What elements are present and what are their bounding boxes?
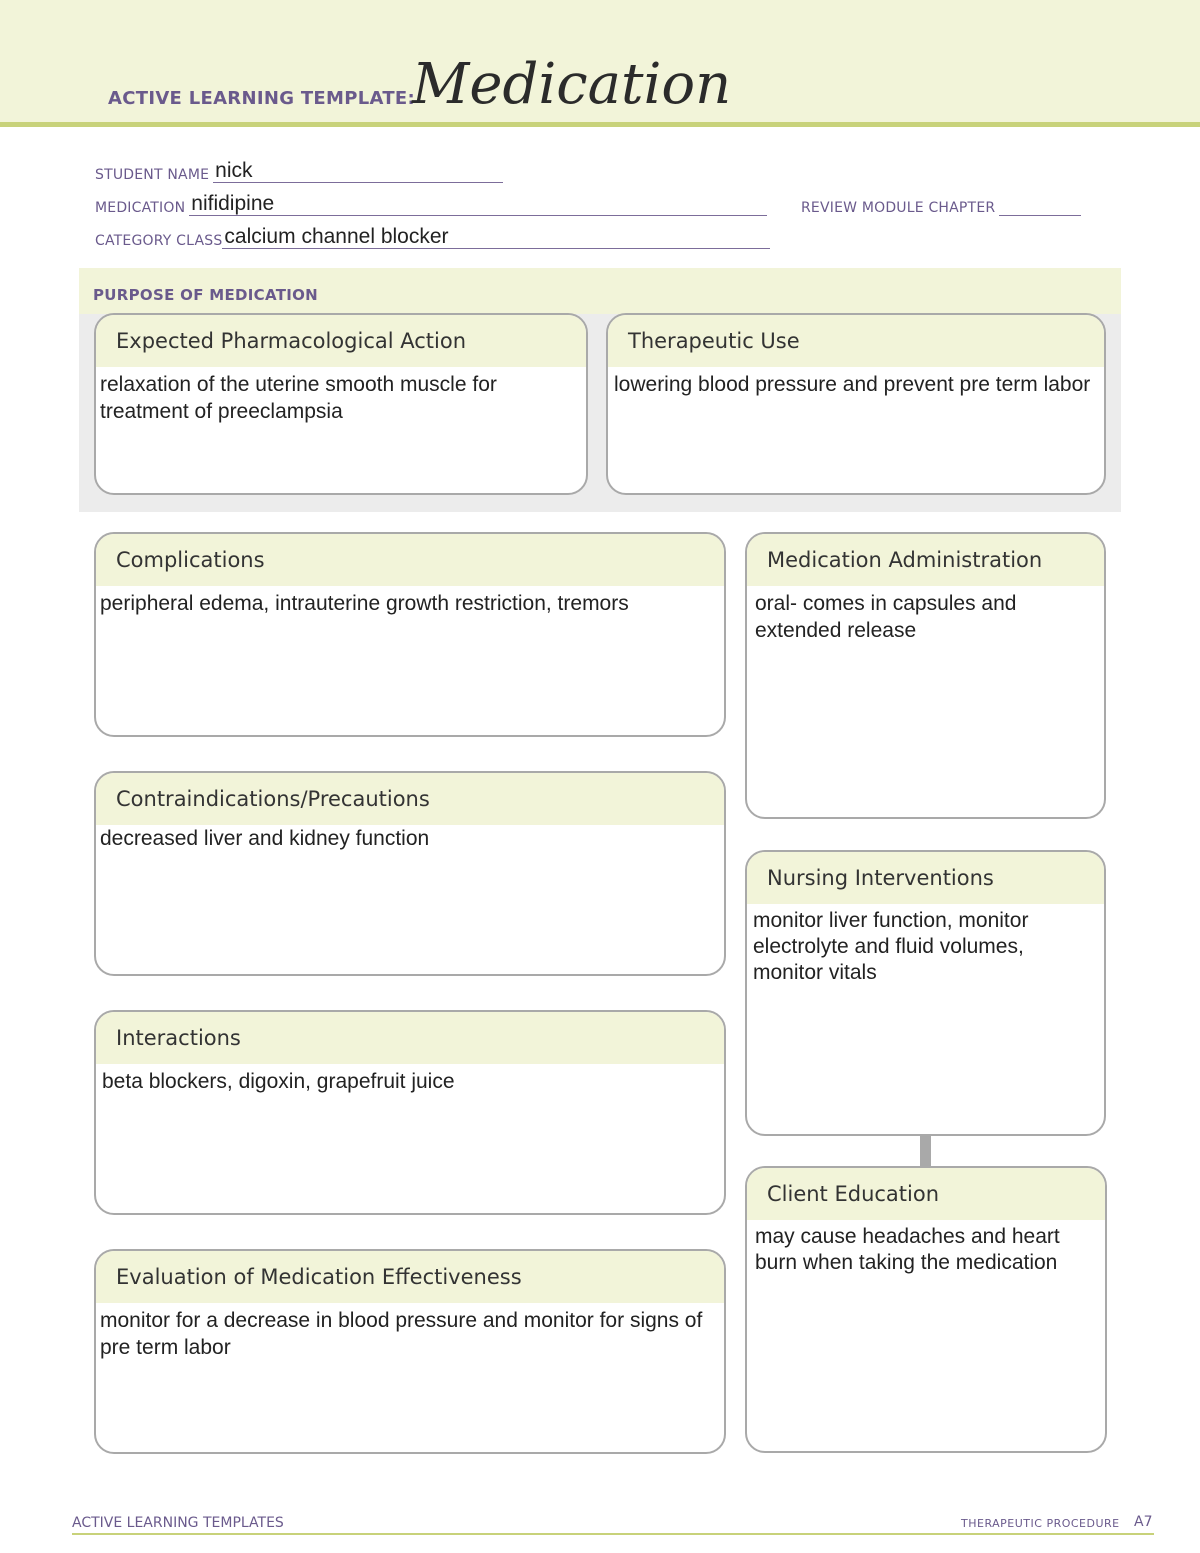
nursing-interventions-box[interactable] xyxy=(745,850,1106,1136)
nursing-interventions-header xyxy=(747,852,1104,904)
interactions-header xyxy=(96,1012,724,1064)
medication-administration-box[interactable] xyxy=(745,532,1106,819)
medication-input[interactable] xyxy=(189,192,767,216)
contraindications-body: decreased liver and kidney function xyxy=(100,827,430,850)
medication-administration-title: Medication Administration xyxy=(767,548,1043,572)
student-name-field xyxy=(95,159,503,183)
complications-title: Complications xyxy=(116,548,265,572)
client-education-title: Client Education xyxy=(767,1182,940,1206)
contraindications-box[interactable] xyxy=(94,771,726,976)
footer-rule xyxy=(72,1533,1154,1535)
connector-bar xyxy=(920,1134,931,1166)
evaluation-header xyxy=(96,1251,724,1303)
medication-field xyxy=(95,192,767,216)
review-module-label: REVIEW MODULE CHAPTER xyxy=(801,200,996,216)
expected-action-header xyxy=(96,315,586,367)
evaluation-body: monitor for a decrease in blood pressure and monitor for signs of pre term labor xyxy=(100,1309,703,1359)
client-education-header xyxy=(747,1168,1105,1220)
evaluation-title: Evaluation of Medication Effectiveness xyxy=(116,1265,522,1289)
expected-action-title: Expected Pharmacological Action xyxy=(116,329,467,353)
interactions-body: beta blockers, digoxin, grapefruit juice xyxy=(102,1070,455,1093)
student-name-input[interactable] xyxy=(213,159,503,183)
category-class-field xyxy=(95,225,770,249)
category-class-input[interactable] xyxy=(222,225,770,249)
header-rule xyxy=(0,122,1200,127)
page-title: Medication xyxy=(412,52,732,117)
therapeutic-use-title: Therapeutic Use xyxy=(628,329,800,353)
student-name-label: STUDENT NAME xyxy=(95,167,210,183)
therapeutic-use-header xyxy=(608,315,1104,367)
medication-value: nifidipine xyxy=(191,192,275,215)
expected-action-body: relaxation of the uterine smooth muscle for treatment of preeclampsia xyxy=(100,373,497,423)
therapeutic-use-body: lowering blood pressure and prevent pre term labor xyxy=(614,373,1091,396)
review-module-field xyxy=(801,195,1081,216)
template-label: ACTIVE LEARNING TEMPLATE: xyxy=(108,88,415,109)
review-module-input[interactable] xyxy=(999,195,1081,216)
medication-administration-body: oral- comes in capsules and extended release xyxy=(755,592,1017,642)
client-education-body: may cause headaches and heart burn when taking the medication xyxy=(755,1225,1060,1274)
complications-header xyxy=(96,534,724,586)
interactions-box[interactable] xyxy=(94,1010,726,1215)
interactions-title: Interactions xyxy=(116,1026,241,1050)
footer-left: ACTIVE LEARNING TEMPLATES xyxy=(72,1515,284,1531)
medication-administration-header xyxy=(747,534,1104,586)
therapeutic-use-box[interactable] xyxy=(606,313,1106,495)
nursing-interventions-title: Nursing Interventions xyxy=(767,866,994,890)
client-education-box[interactable] xyxy=(745,1166,1107,1453)
footer-right: THERAPEUTIC PROCEDURE xyxy=(961,1517,1120,1530)
category-class-value: calcium channel blocker xyxy=(224,225,449,248)
complications-body: peripheral edema, intrauterine growth restriction, tremors xyxy=(100,592,629,615)
student-name-value: nick xyxy=(215,159,253,182)
contraindications-title: Contraindications/Precautions xyxy=(116,787,430,811)
footer-page-number: A7 xyxy=(1134,1514,1153,1530)
complications-box[interactable] xyxy=(94,532,726,737)
nursing-interventions-body: monitor liver function, monitor electrolyte and fluid volumes, monitor vitals xyxy=(753,909,1029,984)
evaluation-box[interactable] xyxy=(94,1249,726,1454)
category-class-label: CATEGORY CLASS xyxy=(95,233,223,249)
purpose-title: PURPOSE OF MEDICATION xyxy=(93,286,319,304)
contraindications-header xyxy=(96,773,724,825)
expected-action-box[interactable] xyxy=(94,313,588,495)
medication-label: MEDICATION xyxy=(95,200,186,216)
